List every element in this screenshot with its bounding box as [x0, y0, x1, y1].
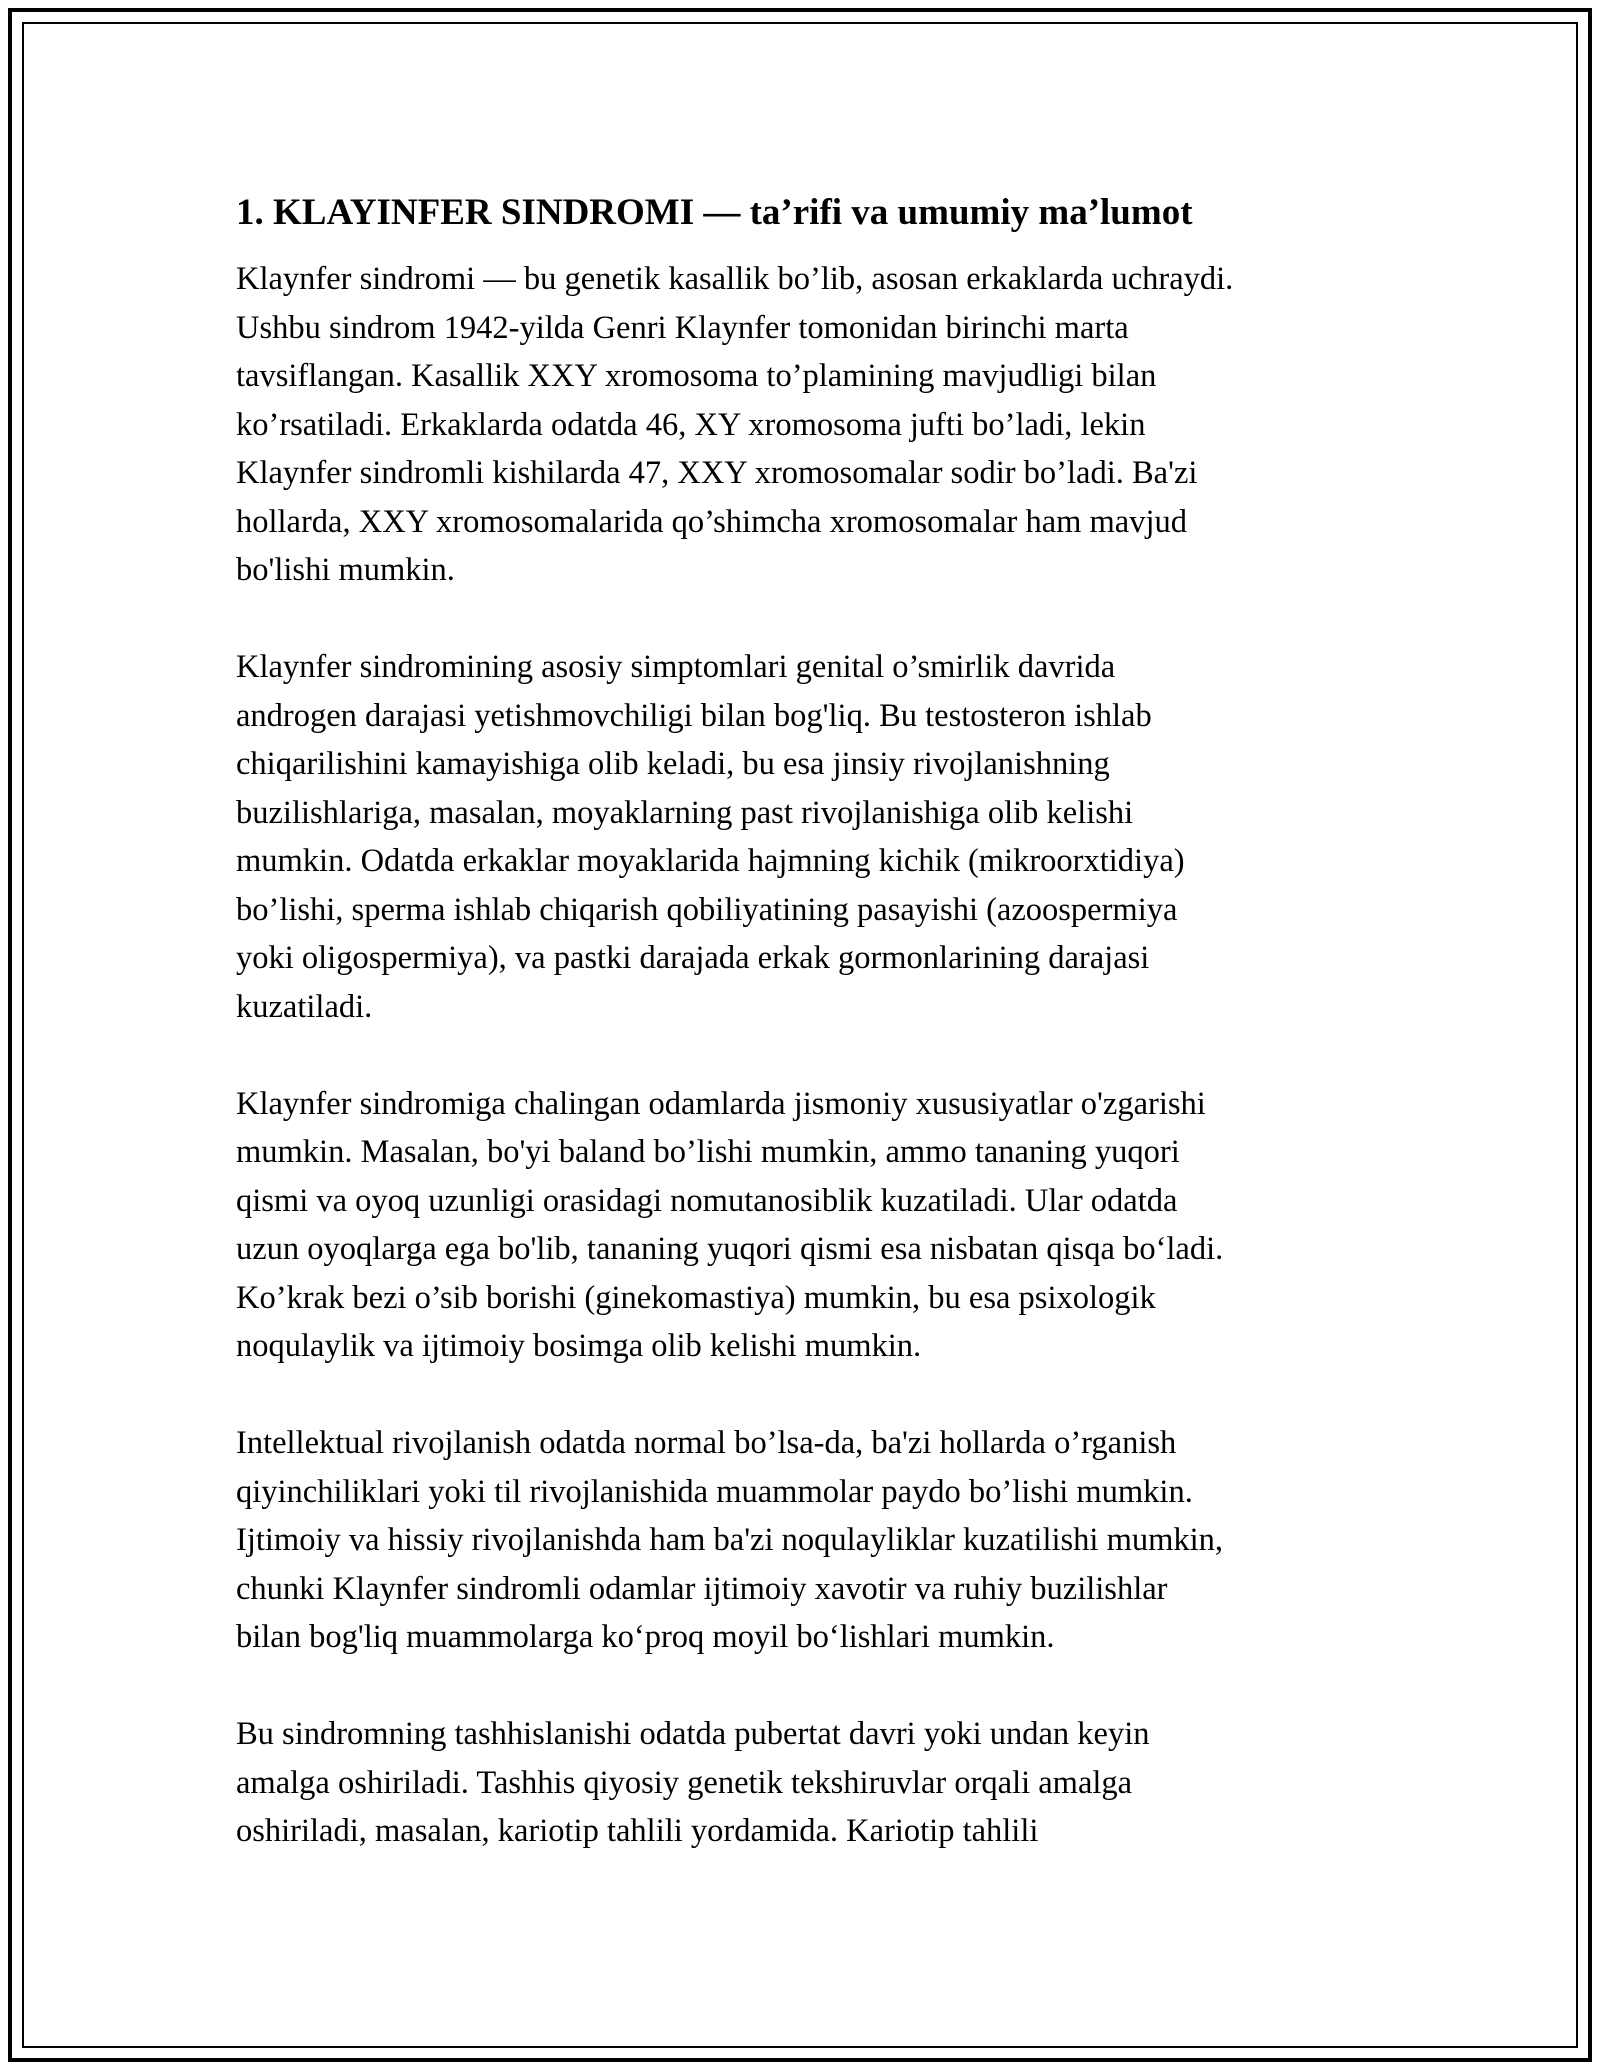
text-line: androgen darajasi yetishmovchiligi bilan bog'liq. Bu testosteron ishlab	[236, 697, 1152, 734]
text-line: yoki oligospermiya), va pastki darajada erkak gormonlarining darajasi	[236, 940, 1150, 976]
text-line: mumkin. Odatda erkaklar moyaklarida hajmning kichik (mikroorxtidiya)	[236, 843, 1185, 879]
text-line: Klaynfer sindromi — bu genetik kasallik bo’lib, asosan erkaklarda uchraydi.	[236, 261, 1234, 297]
text-line: bilan bog'liq muammolarga ko‘proq moyil bo‘lishlari mumkin.	[236, 1619, 1055, 1655]
text-line: Ijtimoiy va hissiy rivojlanishda ham ba'zi noqulayliklar kuzatilishi mumkin,	[236, 1522, 1224, 1558]
text-line: Ushbu sindrom 1942-yilda Genri Klaynfer tomonidan birinchi marta	[236, 309, 1129, 346]
text-line: Ko’krak bezi o’sib borishi (ginekomastiya) mumkin, bu esa psixologik	[236, 1279, 1156, 1316]
paragraph-definition	[236, 255, 1366, 595]
text-line: bo’lishi, sperma ishlab chiqarish qobiliyatining pasayishi (azoospermiya	[236, 891, 1178, 928]
text-line: hollarda, XXY xromosomalarida qo’shimcha xromosomalar ham mavjud	[236, 503, 1188, 540]
text-line: Klaynfer sindromli kishilarda 47, XXY xromosomalar sodir bo’ladi. Ba'zi	[236, 455, 1198, 491]
section-heading: 1. KLAYINFER SINDROMI — ta’rifi va umumiy ma’lumot	[236, 192, 1193, 233]
document-body	[236, 185, 1366, 1904]
text-line: chunki Klaynfer sindromli odamlar ijtimoiy xavotir va ruhiy buzilishlar	[236, 1570, 1168, 1607]
text-line: qismi va oyoq uzunligi orasidagi nomutanosiblik kuzatiladi. Ular odatda	[236, 1182, 1178, 1219]
text-line: oshiriladi, masalan, kariotip tahlili yordamida. Kariotip tahlili	[236, 1813, 1039, 1849]
text-line: uzun oyoqlarga ega bo'lib, tananing yuqori qismi esa nisbatan qisqa bo‘ladi.	[236, 1231, 1224, 1267]
text-line: Intellektual rivojlanish odatda normal bo’lsa-da, ba'zi hollarda o’rganish	[236, 1425, 1177, 1461]
text-line: Klaynfer sindromining asosiy simptomlari genital o’smirlik davrida	[236, 649, 1116, 685]
text-line: noqulaylik va ijtimoiy bosimga olib kelishi mumkin.	[236, 1328, 922, 1364]
text-line: mumkin. Masalan, bo'yi baland bo’lishi mumkin, ammo tananing yuqori	[236, 1134, 1180, 1170]
text-line: tavsiflangan. Kasallik XXY xromosoma to’plamining mavjudligi bilan	[236, 358, 1157, 394]
paragraph-physical-features	[236, 1080, 1366, 1371]
text-line: Klaynfer sindromiga chalingan odamlarda jismoniy xususiyatlar o'zgarishi	[236, 1085, 1206, 1122]
text-line: Bu sindromning tashhislanishi odatda pubertat davri yoki undan keyin	[236, 1716, 1150, 1752]
paragraph-diagnosis	[236, 1710, 1366, 1856]
paragraph-symptoms	[236, 643, 1366, 1031]
text-line: qiyinchiliklari yoki til rivojlanishida muammolar paydo bo’lishi mumkin.	[236, 1473, 1193, 1510]
text-line: ko’rsatiladi. Erkaklarda odatda 46, XY xromosoma jufti bo’ladi, lekin	[236, 406, 1146, 443]
text-line: amalga oshiriladi. Tashhis qiyosiy genetik tekshiruvlar orqali amalga	[236, 1764, 1133, 1801]
text-line: bo'lishi mumkin.	[236, 552, 455, 588]
text-line: chiqarilishini kamayishiga olib keladi, bu esa jinsiy rivojlanishning	[236, 746, 1110, 782]
text-line: buzilishlariga, masalan, moyaklarning past rivojlanishiga olib kelishi	[236, 794, 1134, 831]
text-line: kuzatiladi.	[236, 988, 373, 1025]
paragraph-intellectual-development	[236, 1419, 1366, 1662]
